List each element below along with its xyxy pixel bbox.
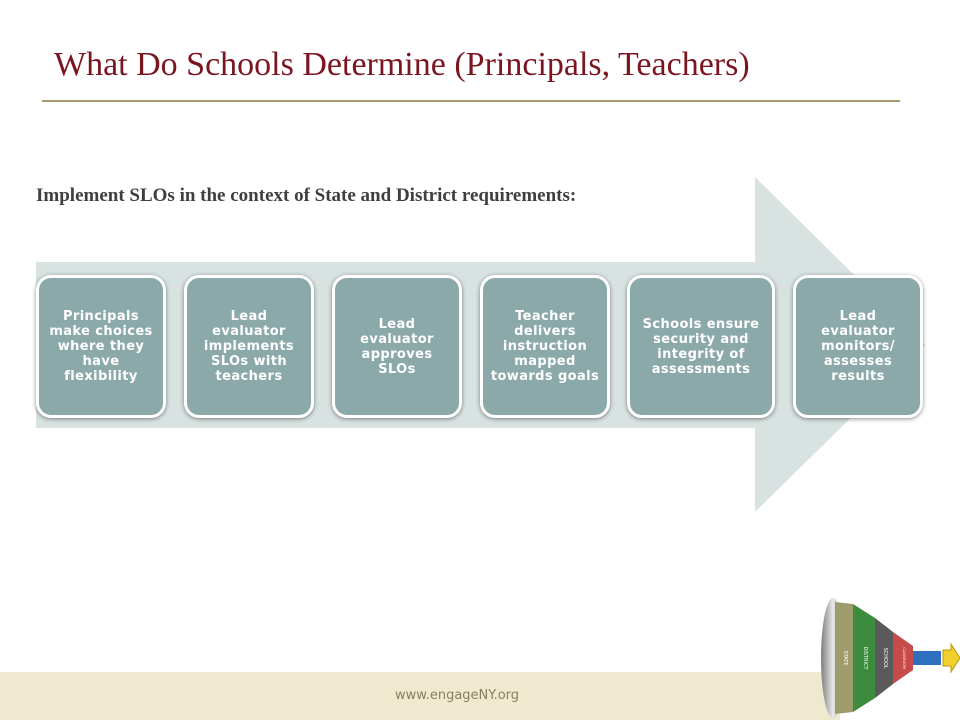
step-4-box: Teacher delivers instruction mapped towards goals <box>480 275 610 418</box>
slide-title: What Do Schools Determine (Principals, Teachers) <box>54 46 750 83</box>
funnel-label-school: SCHOOL <box>882 647 888 669</box>
step-6-box: Lead evaluator monitors/ assesses results <box>793 275 923 418</box>
step-2-box: Lead evaluator implements SLOs with teachers <box>184 275 314 418</box>
funnel-spout <box>913 651 941 665</box>
funnel-label-classroom: CLASSROOM <box>902 647 906 669</box>
arrow-icon <box>943 644 960 672</box>
step-5-box: Schools ensure security and integrity of assessments <box>627 275 775 418</box>
slide-subtitle: Implement SLOs in the context of State and District requirements: <box>36 185 577 206</box>
funnel-label-district: DISTRICT <box>862 646 868 670</box>
footer-url: www.engageNY.org <box>395 688 520 703</box>
funnel-label-state: STATE <box>842 650 848 666</box>
funnel-logo-icon <box>815 596 960 720</box>
step-3-box: Lead evaluator approves SLOs <box>332 275 462 418</box>
step-1-box: Principals make choices where they have flexibility <box>36 275 166 418</box>
